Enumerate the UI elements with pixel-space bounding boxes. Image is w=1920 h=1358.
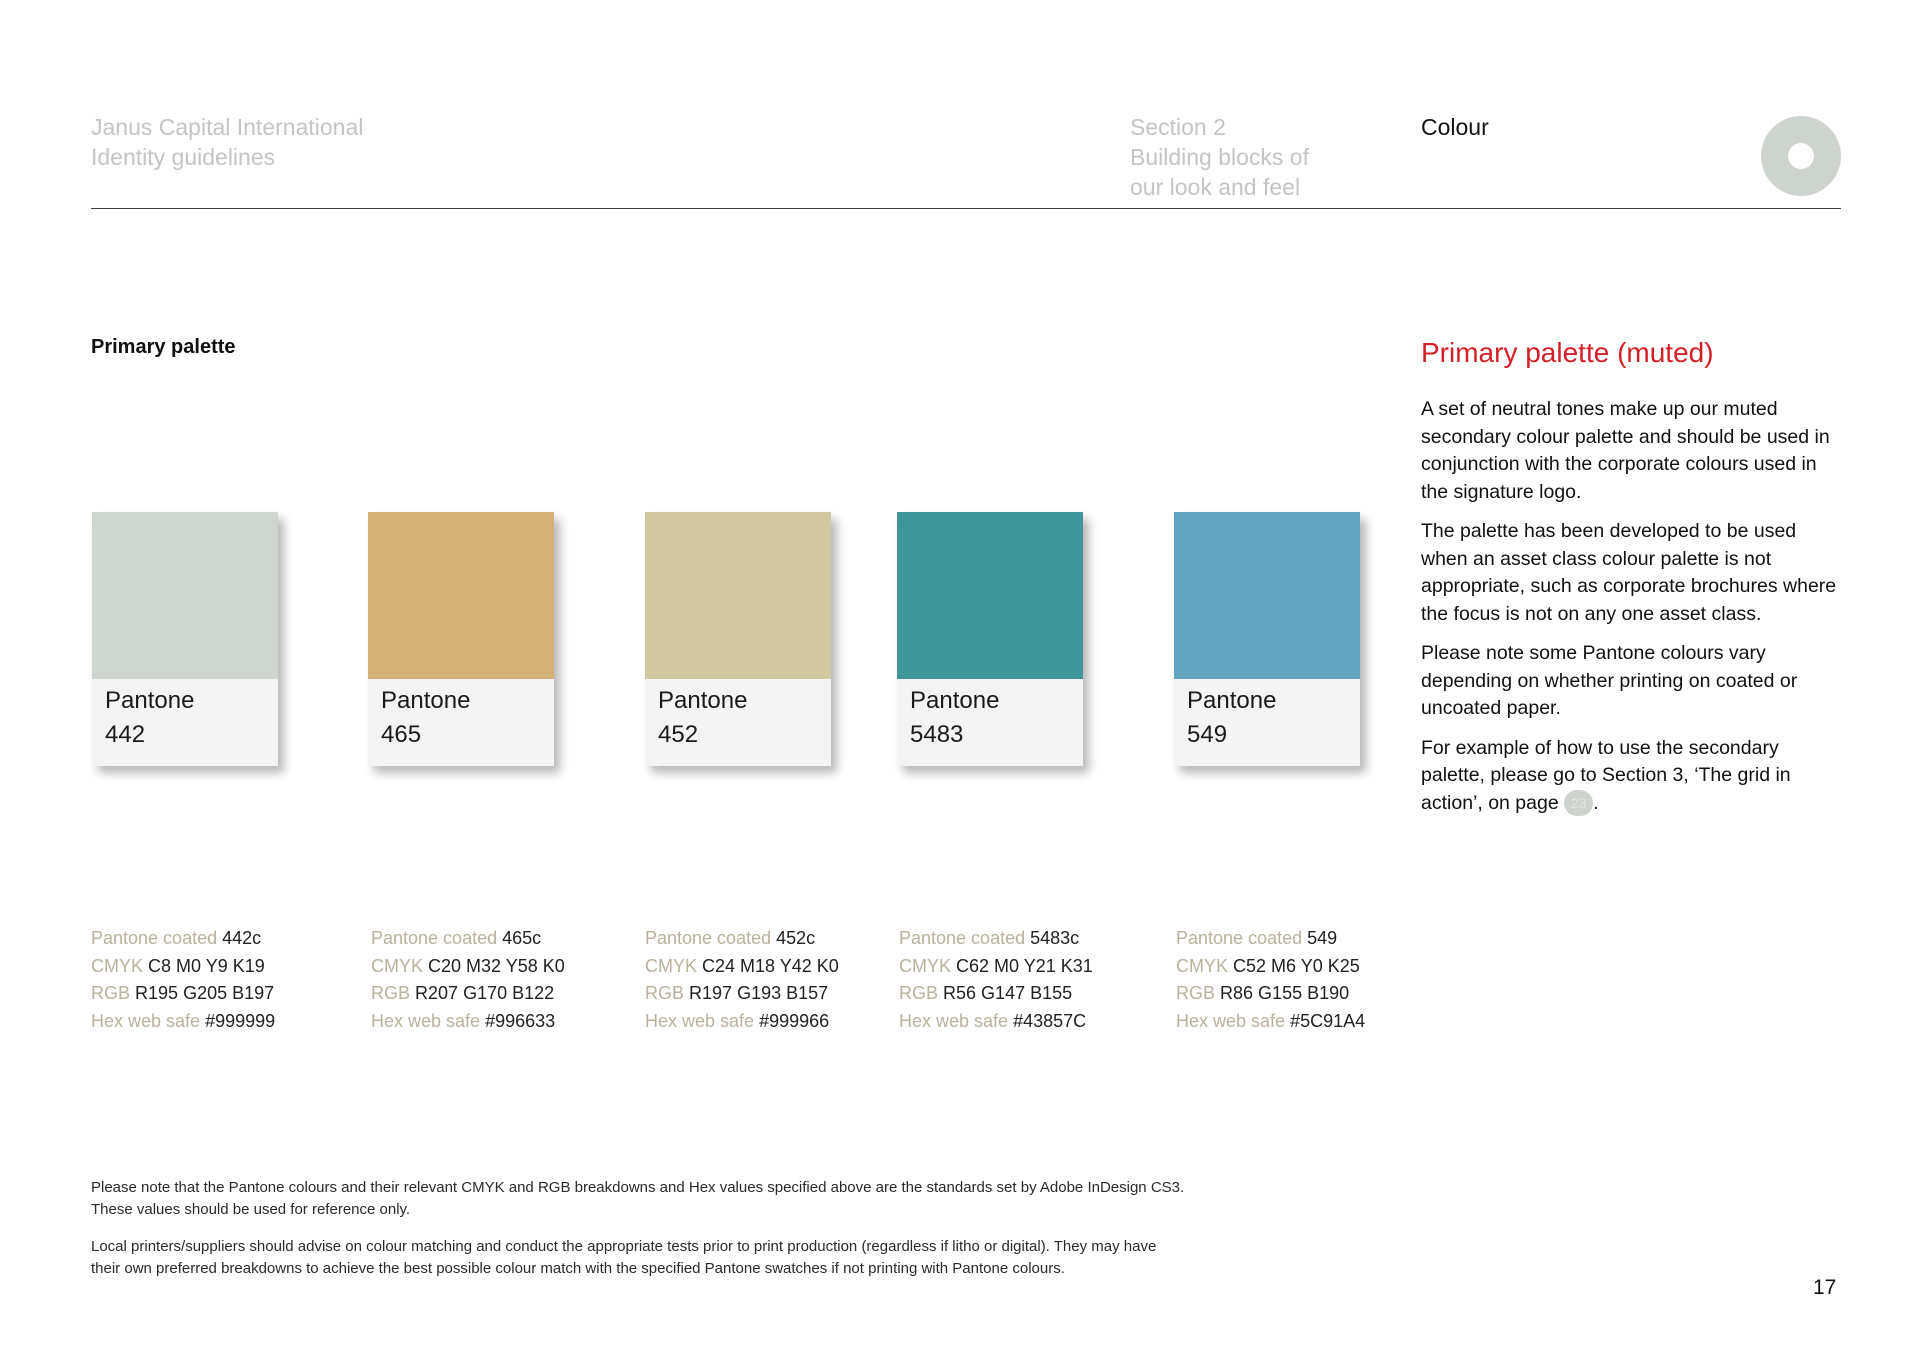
swatch-label-452: [658, 684, 747, 752]
swatch-card-452: [645, 512, 831, 766]
spec-label: CMYK: [1176, 955, 1229, 976]
swatch-color-442: [92, 512, 278, 679]
sidebar-paragraph-3: Please note some Pantone colours vary depending on whether printing on coated or uncoated paper.: [1421, 642, 1798, 719]
swatch-color-5483: [897, 512, 1083, 679]
ring-logo-icon: [1761, 116, 1841, 196]
sidebar-paragraph-4: [1421, 735, 1841, 818]
spec-label: Pantone coated: [371, 928, 498, 948]
swatch-card-549: [1174, 512, 1360, 766]
header-divider: [91, 208, 1841, 209]
spec-value: 442c: [222, 928, 262, 948]
spec-value: #996633: [485, 1010, 556, 1031]
sidebar-paragraph-4-end: .: [1593, 791, 1599, 814]
spec-value: C8 M0 Y9 K19: [148, 955, 265, 976]
spec-label: CMYK: [899, 955, 952, 976]
spec-value: 465c: [502, 928, 542, 948]
spec-value: R86 G155 B190: [1220, 983, 1350, 1003]
footnote-1-line-2: These values should be used for reference only.: [91, 1201, 411, 1218]
swatch-card-442: [92, 512, 278, 766]
section-title-block: [1130, 112, 1309, 202]
footnote-1: [91, 1177, 1341, 1221]
spec-label: Pantone coated: [899, 928, 1026, 948]
swatch-label-465: [381, 684, 470, 752]
swatch-brand: Pantone: [658, 687, 748, 714]
spec-label: Pantone coated: [91, 928, 218, 948]
sidebar-paragraph-1: A set of neutral tones make up our muted secondary colour palette and should be used in conjunction with the corporate colours used in the signature logo.: [1421, 398, 1830, 503]
organization-name: Janus Capital International: [91, 114, 364, 140]
spec-label: Pantone coated: [1176, 928, 1303, 948]
spec-value: #999966: [759, 1010, 830, 1031]
spec-value: #5C91A4: [1290, 1010, 1366, 1031]
section-name-line1: Building blocks of: [1130, 144, 1309, 170]
swatch-code: 549: [1187, 721, 1228, 748]
swatch-color-465: [368, 512, 554, 679]
page-number: 17: [1813, 1276, 1837, 1299]
spec-label: RGB: [645, 983, 685, 1003]
spec-block-5483: [899, 925, 1093, 1035]
spec-value: R197 G193 B157: [689, 983, 829, 1003]
spec-label: CMYK: [371, 955, 424, 976]
spec-label: Hex web safe: [91, 1010, 201, 1031]
spec-value: C24 M18 Y42 K0: [702, 955, 839, 976]
spec-block-465: [371, 925, 565, 1035]
spec-label: Pantone coated: [645, 928, 772, 948]
footnote-1-line-1: Please note that the Pantone colours and their relevant CMYK and RGB breakdowns and Hex values specified above are the standards set by Adobe InDesign CS3.: [91, 1179, 1185, 1196]
swatch-code: 465: [381, 721, 422, 748]
swatch-brand: Pantone: [1187, 687, 1277, 714]
spec-value: 549: [1307, 928, 1338, 948]
spec-label: Hex web safe: [1176, 1010, 1286, 1031]
swatch-card-5483: [897, 512, 1083, 766]
sidebar-paragraph-2: The palette has been developed to be used when an asset class colour palette is not appropriate, such as corporate brochures where the focus is not on any one asset class.: [1421, 520, 1837, 625]
section-number: Section 2: [1130, 114, 1226, 140]
footnote-2-line-1: Local printers/suppliers should advise on colour matching and conduct the appropriate tests prior to print production (regardless if litho or digital). They may have: [91, 1238, 1157, 1255]
spec-value: R56 G147 B155: [943, 983, 1073, 1003]
swatch-brand: Pantone: [381, 687, 471, 714]
primary-palette-title: Primary palette: [91, 336, 236, 358]
spec-label: Hex web safe: [899, 1010, 1009, 1031]
page-reference-link[interactable]: 23: [1564, 790, 1593, 816]
spec-label: CMYK: [645, 955, 698, 976]
spec-label: RGB: [1176, 983, 1216, 1003]
spec-value: R195 G205 B197: [135, 983, 275, 1003]
sidebar-paragraph-4-text: For example of how to use the secondary palette, please go to Section 3, ‘The grid in action’, on page: [1421, 736, 1791, 814]
spec-block-452: [645, 925, 839, 1035]
spec-value: #999999: [205, 1010, 276, 1031]
spec-value: 5483c: [1030, 928, 1080, 948]
spec-label: Hex web safe: [645, 1010, 755, 1031]
swatch-label-5483: [910, 684, 999, 752]
swatch-brand: Pantone: [910, 687, 1000, 714]
spec-label: RGB: [371, 983, 411, 1003]
spec-block-549: [1176, 925, 1365, 1035]
spec-value: R207 G170 B122: [415, 983, 555, 1003]
spec-label: RGB: [899, 983, 939, 1003]
spec-label: RGB: [91, 983, 131, 1003]
document-title-block: [91, 112, 363, 172]
swatch-code: 5483: [910, 721, 964, 748]
footnote-2-line-2: their own preferred breakdowns to achieve the best possible colour match with the specified Pantone swatches if not printing with Pantone colours.: [91, 1260, 1065, 1277]
swatch-card-465: [368, 512, 554, 766]
swatch-label-442: [105, 684, 194, 752]
spec-value: C62 M0 Y21 K31: [956, 955, 1093, 976]
swatch-color-549: [1174, 512, 1360, 679]
spec-block-442: [91, 925, 275, 1035]
spec-value: #43857C: [1013, 1010, 1087, 1031]
topic-title: Colour: [1421, 114, 1489, 140]
spec-label: Hex web safe: [371, 1010, 481, 1031]
section-name-line2: our look and feel: [1130, 174, 1301, 200]
swatch-brand: Pantone: [105, 687, 195, 714]
footnote-2: [91, 1236, 1341, 1280]
spec-value: C20 M32 Y58 K0: [428, 955, 565, 976]
swatch-label-549: [1187, 684, 1276, 752]
swatch-color-452: [645, 512, 831, 679]
swatch-code: 442: [105, 721, 146, 748]
spec-label: CMYK: [91, 955, 144, 976]
swatch-code: 452: [658, 721, 699, 748]
spec-value: C52 M6 Y0 K25: [1233, 955, 1360, 976]
spec-value: 452c: [776, 928, 816, 948]
sidebar-body: [1421, 396, 1841, 829]
sidebar-heading: Primary palette (muted): [1421, 337, 1714, 368]
document-subtitle: Identity guidelines: [91, 144, 276, 170]
